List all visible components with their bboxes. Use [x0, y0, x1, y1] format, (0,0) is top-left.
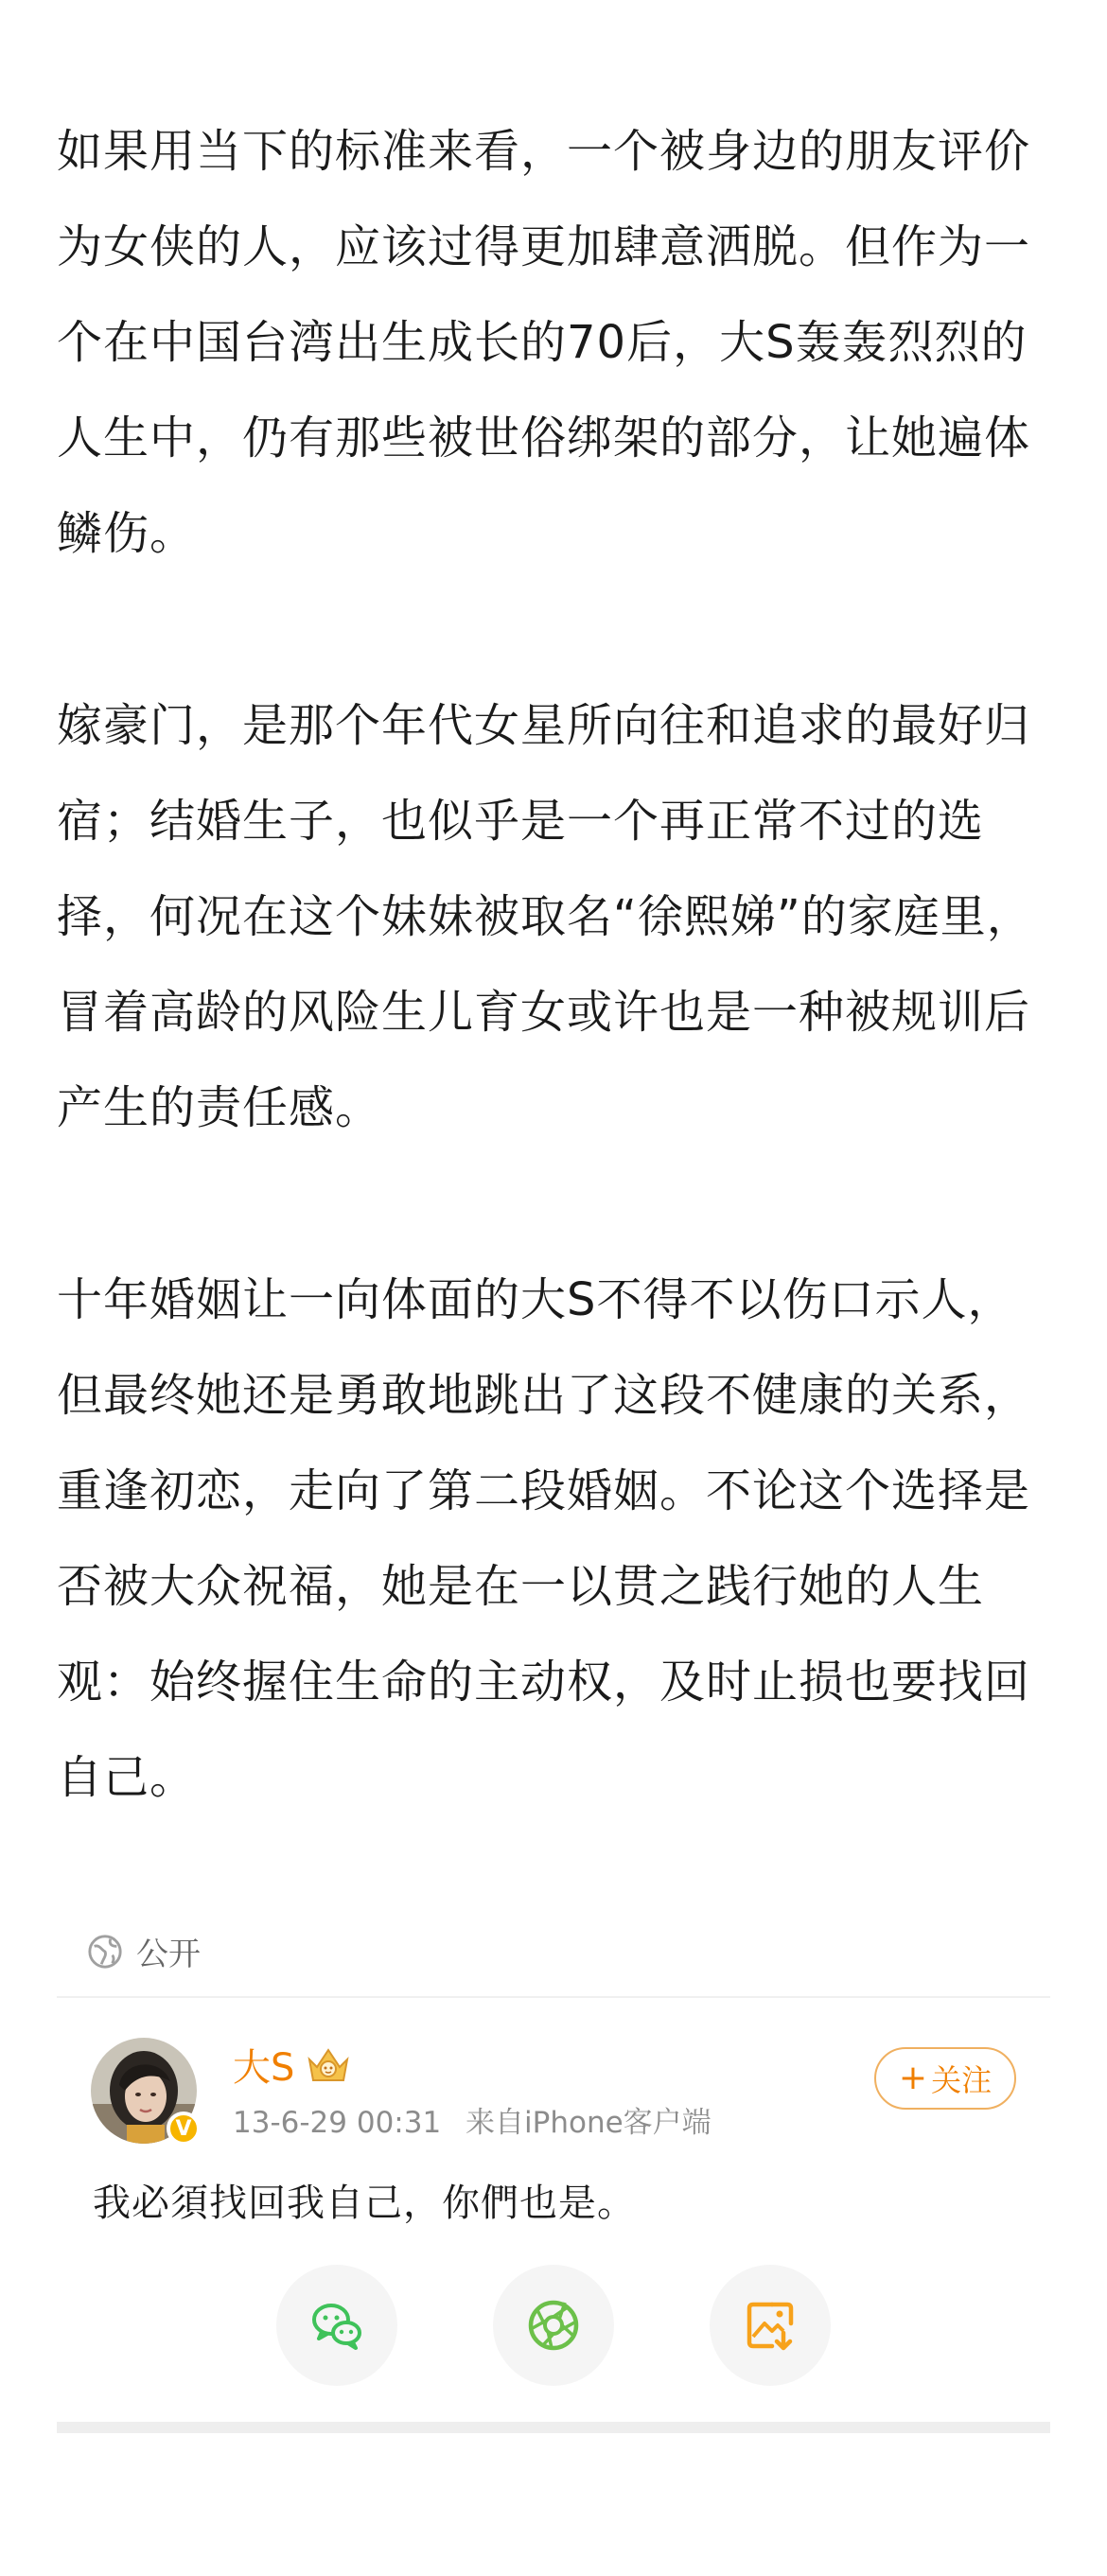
- bottom-separator-bar: [57, 2422, 1050, 2433]
- wechat-icon: [307, 2295, 367, 2356]
- save-image-button[interactable]: [710, 2265, 831, 2386]
- embedded-post-card[interactable]: [57, 1998, 1050, 2433]
- visibility-label: 公开: [136, 1936, 201, 1973]
- article-paragraph: 十年婚姻让一向体面的大S不得不以伤口示人，但最终她还是勇敢地跳出了这段不健康的关系，重逢初恋，走向了第二段婚姻。不论这个选择是否被大众祝福，她是在一以贯之践行她的人生观：始终握住生命的主动权，及时止损也要找回自己。: [57, 1273, 1031, 1804]
- vip-crown-icon: [304, 2044, 353, 2086]
- visibility-indicator: [87, 1928, 201, 1974]
- save-image-icon: [740, 2295, 800, 2356]
- post-text: 我必須找回我自己，你們也是。: [93, 2182, 636, 2225]
- article-paragraph: 如果用当下的标准来看，一个被身边的朋友评价为女侠的人，应该过得更加肆意洒脱。但作为一个在中国台湾出生成长的70后，大S轰轰烈烈的人生中，仍有那些被世俗绑架的部分，让她遍体鳞伤。: [57, 125, 1031, 560]
- follow-label: 关注: [931, 2062, 993, 2098]
- moments-icon: [523, 2295, 584, 2356]
- username-text: 大S: [233, 2046, 295, 2090]
- avatar[interactable]: [91, 2038, 197, 2144]
- article-paragraph: 嫁豪门，是那个年代女星所向往和追求的最好归宿；结婚生子，也似乎是一个再正常不过的选择，何况在这个妹妹被取名“徐熙娣”的家庭里，冒着高龄的风险生儿育女或许也是一种被规训后产生的责任感。: [57, 699, 1033, 1134]
- follow-button[interactable]: [874, 2047, 1016, 2110]
- plus-icon: +: [898, 2059, 928, 2097]
- post-username[interactable]: [233, 2038, 353, 2092]
- post-timestamp: 13-6-29 00:31: [233, 2106, 442, 2140]
- globe-icon: [87, 1934, 123, 1970]
- verified-badge: V: [167, 2112, 201, 2146]
- article-body: [57, 104, 1050, 1922]
- post-meta: [233, 2098, 712, 2141]
- share-moments-button[interactable]: [493, 2265, 614, 2386]
- share-wechat-button[interactable]: [276, 2265, 397, 2386]
- share-row: [57, 2265, 1050, 2388]
- post-source: 来自iPhone客户端: [466, 2106, 712, 2140]
